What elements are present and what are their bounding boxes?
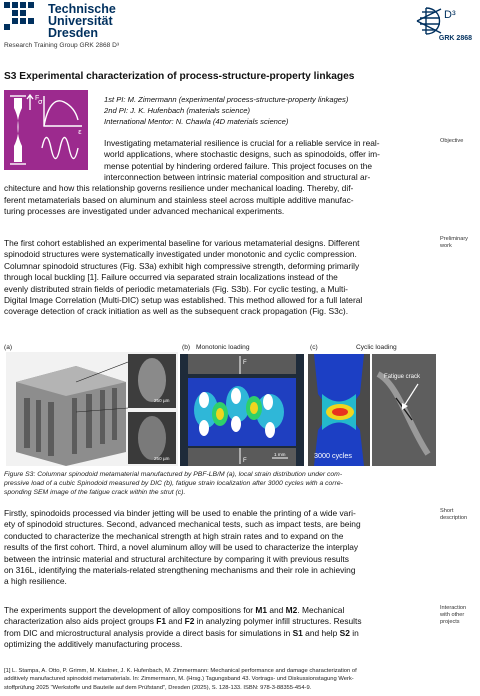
preliminary-line: Columnar spinodoid structures (Fig. S3a) exhibit high compressive strength, deforming primarily bbox=[4, 260, 360, 271]
fatigue-crack-label: Fatigue crack bbox=[384, 374, 421, 380]
university-name bbox=[48, 3, 116, 39]
project-ref-s1: S1 bbox=[292, 627, 303, 638]
force-label-top: F bbox=[243, 360, 247, 366]
scale-bar-a2: 250 µm bbox=[154, 456, 170, 461]
project-ref-m2: M2 bbox=[285, 605, 298, 615]
short-description-text bbox=[4, 508, 436, 588]
section-title: S3 Experimental characterization of process-structure-property linkages bbox=[4, 71, 355, 82]
panel-a-label: (a) bbox=[4, 344, 13, 351]
panel-b-title: Monotonic loading bbox=[196, 344, 250, 351]
project-ref-m1: M1 bbox=[255, 605, 268, 615]
project-pictogram bbox=[4, 90, 88, 170]
reference-line: [1] L. Stampa, A. Otto, P. Grimm, M. Kästner, J. K. Hufenbach, M. Zimmermann: Mechanical performance and damage characterization of bbox=[4, 668, 357, 674]
interaction-label-line: with other bbox=[440, 612, 465, 618]
short-description-label-line: description bbox=[440, 515, 468, 521]
project-ref-f2: F2 bbox=[184, 616, 195, 627]
reference-line: additively manufactured spinodoid metamaterials. In: Zimmermann, M. (Hrsg.) Tagungsband 43. Vortrags- und Diskussionstagung Werk- bbox=[4, 676, 354, 683]
objective-line: chitecture and how this relationship governs resilience under mechanical loading. Thereby, dif- bbox=[4, 183, 354, 194]
grk-label: GRK 2868 bbox=[438, 35, 472, 42]
preliminary-label-line: work bbox=[440, 243, 452, 249]
material-test-icon bbox=[4, 90, 88, 170]
sigma-symbol: σ bbox=[38, 98, 43, 106]
panel-b-label: (b) bbox=[182, 344, 191, 351]
project-ref-s2: S2 bbox=[339, 627, 350, 638]
interaction-line: from DIC and microstructural analysis provide a direct basis for simulations in S1 and help S2 in bbox=[4, 627, 359, 638]
first-pi: 1st PI: M. Zimermann (experimental process-structure-property linkages) bbox=[104, 95, 349, 104]
short-description-line: results of the first cohort. Third, a novel aluminum alloy will be used to characterize the interplay bbox=[4, 542, 359, 553]
interaction-line: characterization also aids project groups F1 and F2 in analyzing polymer infill structures. Results bbox=[4, 616, 362, 627]
grk-logo-superscript: D³ bbox=[444, 9, 456, 21]
preliminary-line: spinodoid structures were systematically investigated under monotonic and cyclic compression. bbox=[4, 249, 357, 260]
interaction-label-line: Interaction bbox=[440, 605, 467, 611]
objective-text-top bbox=[104, 138, 436, 172]
preliminary-line: Digital Image Correlation (Multi-DIC) setup was established. This method allowed for a full lateral bbox=[4, 295, 363, 306]
scale-bar-b: 1 mm bbox=[274, 452, 286, 457]
preliminary-line: evenly distributed strain fields of periodic metamaterials (Fig. S3b). For cyclic testing, a Multi- bbox=[4, 283, 348, 294]
interaction-line: optimizing the additively manufacturing process. bbox=[4, 639, 183, 650]
force-label-bottom: F bbox=[243, 458, 247, 464]
panel-c-image bbox=[308, 354, 436, 466]
interaction-text bbox=[4, 605, 436, 651]
principal-investigators bbox=[104, 94, 348, 127]
page-header bbox=[4, 2, 476, 54]
reference-line: stoffprüfung 2025 "Werkstoffe und Bauteile auf dem Prüfstand", Dresden (2025), S. 128-133. ISBN: 978-3-88355-454-9. bbox=[4, 684, 312, 691]
short-description-line: between the intrinsic material and structural architecture by comparing it with previous results bbox=[4, 553, 349, 564]
panel-b-image bbox=[180, 354, 304, 466]
interaction-margin-label bbox=[440, 605, 480, 626]
figure-caption bbox=[4, 470, 436, 497]
epsilon-symbol: ε bbox=[78, 128, 82, 136]
preliminary-text bbox=[4, 238, 436, 318]
preliminary-label-line: Preliminary bbox=[440, 236, 468, 242]
caption-line: Figure S3: Columnar spinodoid metamaterial manufactured by PBF-LB/M (a), local strain distribution under com- bbox=[4, 471, 343, 478]
objective-line: turing processes are investigated under advanced mechanical experiments. bbox=[4, 206, 285, 217]
university-line-3: Dresden bbox=[48, 26, 99, 40]
caption-line: sponding SEM image of the fatigue crack within the strut (c). bbox=[4, 489, 186, 496]
force-symbol: F bbox=[35, 95, 40, 102]
preliminary-line: The first cohort established an experimental baseline for various metamaterial designs. Different bbox=[4, 238, 360, 248]
panel-a-image bbox=[6, 352, 178, 466]
university-line-2: Universität bbox=[48, 14, 113, 28]
tu-dresden-logo-icon bbox=[4, 2, 44, 30]
second-pi: 2nd PI: J. K. Hufenbach (materials science) bbox=[104, 106, 251, 115]
scale-bar-a1: 250 µm bbox=[154, 398, 170, 403]
short-description-line: a high resilience. bbox=[4, 576, 67, 587]
short-description-line: on 316L, identifying the materials-related strengthening mechanisms and their role in achieving bbox=[4, 565, 356, 576]
short-description-margin-label bbox=[440, 508, 480, 522]
figure-s3 bbox=[4, 344, 436, 466]
preliminary-margin-label bbox=[440, 236, 480, 250]
panel-c-label: (c) bbox=[310, 344, 318, 351]
cycles-label: 3000 cycles bbox=[314, 451, 352, 460]
caption-line: pressive load of a cubic Spinodoid measured by DIC (b), fatigue strain localization after 3000 cycles with a corre- bbox=[4, 480, 343, 487]
short-description-line: Firstly, spinodoids processed via binder jetting will be used to enable the printing of a wide vari- bbox=[4, 508, 356, 518]
international-mentor: International Mentor: N. Chawla (4D materials science) bbox=[104, 117, 289, 126]
objective-line: Investigating metamaterial resilience is crucial for a reliable service in real- bbox=[104, 138, 380, 148]
objective-line: world applications, where stochastic designs, such as spinodoids, offer im- bbox=[104, 149, 380, 160]
university-line-1: Technische bbox=[48, 2, 116, 16]
short-description-label-line: Short bbox=[440, 508, 454, 514]
preliminary-line: through local buckling [1]. Failure occurred via separated strain localizations instead of the bbox=[4, 272, 338, 283]
references bbox=[4, 667, 438, 692]
short-description-line: conducted to characterize the mechanical strength at high strain rates and to expand on the bbox=[4, 530, 344, 541]
objective-text-bottom bbox=[4, 172, 436, 218]
preliminary-line: coverage detection of crack initiation as well as the subsequent crack propagation (Fig. S3c). bbox=[4, 306, 349, 317]
short-description-line: ety of spinodoid structures. Second, advanced mechanical tests, such as impact tests, are being bbox=[4, 519, 361, 530]
project-ref-f1: F1 bbox=[156, 616, 167, 627]
objective-margin-label: Objective bbox=[440, 138, 464, 144]
interaction-line: The experiments support the development of alloy compositions for M1 and M2. Mechanical bbox=[4, 605, 345, 615]
objective-line: mense potential by hindering ordered failure. This project focuses on the bbox=[104, 160, 373, 171]
interaction-label-line: projects bbox=[440, 619, 460, 625]
research-group-label: Research Training Group GRK 2868 D³ bbox=[4, 42, 120, 49]
objective-line: ferent metamaterials based on aluminum and stainless steel across multiple additive manufac- bbox=[4, 194, 354, 205]
objective-line: interconnection between intrinsic material composition and structural ar- bbox=[104, 172, 371, 182]
panel-c-title: Cyclic loading bbox=[356, 344, 397, 351]
